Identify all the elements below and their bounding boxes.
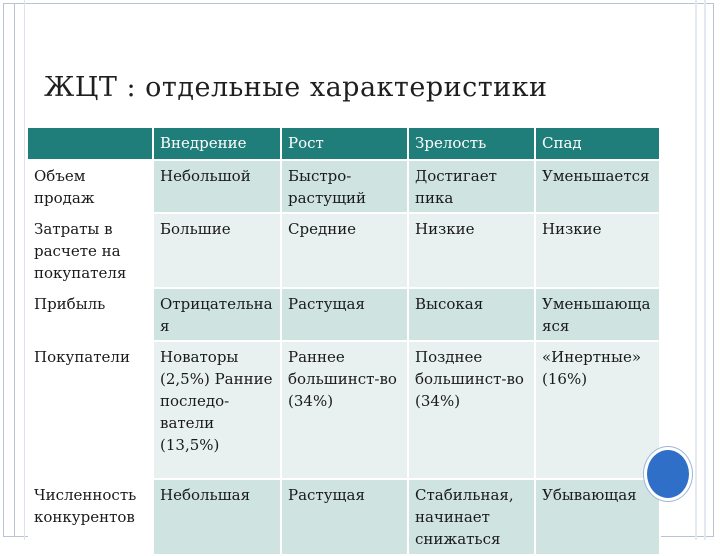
header-cell-introduction: Внедрение — [154, 128, 282, 161]
table-cell: Быстро-растущий — [282, 161, 409, 214]
right-rule — [695, 0, 697, 540]
header-cell-empty — [28, 128, 154, 161]
table-cell: Средние — [282, 214, 409, 289]
table-cell: Уменьшающаяся — [536, 289, 661, 342]
table-cell: Низкие — [536, 214, 661, 289]
right-rule-outer — [704, 0, 706, 540]
slide-accent-circle — [644, 447, 692, 501]
row-label: Покупатели — [28, 342, 154, 480]
table-cell: Отрицательная — [154, 289, 282, 342]
row-label: Объем продаж — [28, 161, 154, 214]
table-header-row — [28, 128, 661, 161]
table-cell: Уменьшается — [536, 161, 661, 214]
table-cell: Большие — [154, 214, 282, 289]
row-label: Затраты в расчете на покупателя — [28, 214, 154, 289]
lifecycle-table — [28, 128, 661, 556]
table-cell: «Инертные» (16%) — [536, 342, 661, 480]
row-label: Численность конкурентов — [28, 480, 154, 556]
header-cell-growth: Рост — [282, 128, 409, 161]
table-cell: Небольшой — [154, 161, 282, 214]
left-rule — [24, 0, 25, 540]
table-cell: Убывающая — [536, 480, 661, 556]
table-cell: Растущая — [282, 289, 409, 342]
header-cell-maturity: Зрелость — [409, 128, 536, 161]
table-cell: Небольшая — [154, 480, 282, 556]
table-cell: Достигает пика — [409, 161, 536, 214]
table-row — [28, 289, 661, 342]
table-cell: Раннее большинст-во (34%) — [282, 342, 409, 480]
table-cell: Растущая — [282, 480, 409, 556]
table-cell: Новаторы (2,5%) Ранние последо-ватели (13,5%) — [154, 342, 282, 480]
slide-title: ЖЦТ : отдельные характеристики — [44, 72, 548, 103]
table-cell: Низкие — [409, 214, 536, 289]
header-cell-decline: Спад — [536, 128, 661, 161]
table-row — [28, 342, 661, 480]
table-cell: Высокая — [409, 289, 536, 342]
table-cell: Позднее большинст-во (34%) — [409, 342, 536, 480]
row-label: Прибыль — [28, 289, 154, 342]
table-row — [28, 161, 661, 214]
table-cell: Стабильная, начинает снижаться — [409, 480, 536, 556]
table-row — [28, 214, 661, 289]
table-row — [28, 480, 661, 556]
